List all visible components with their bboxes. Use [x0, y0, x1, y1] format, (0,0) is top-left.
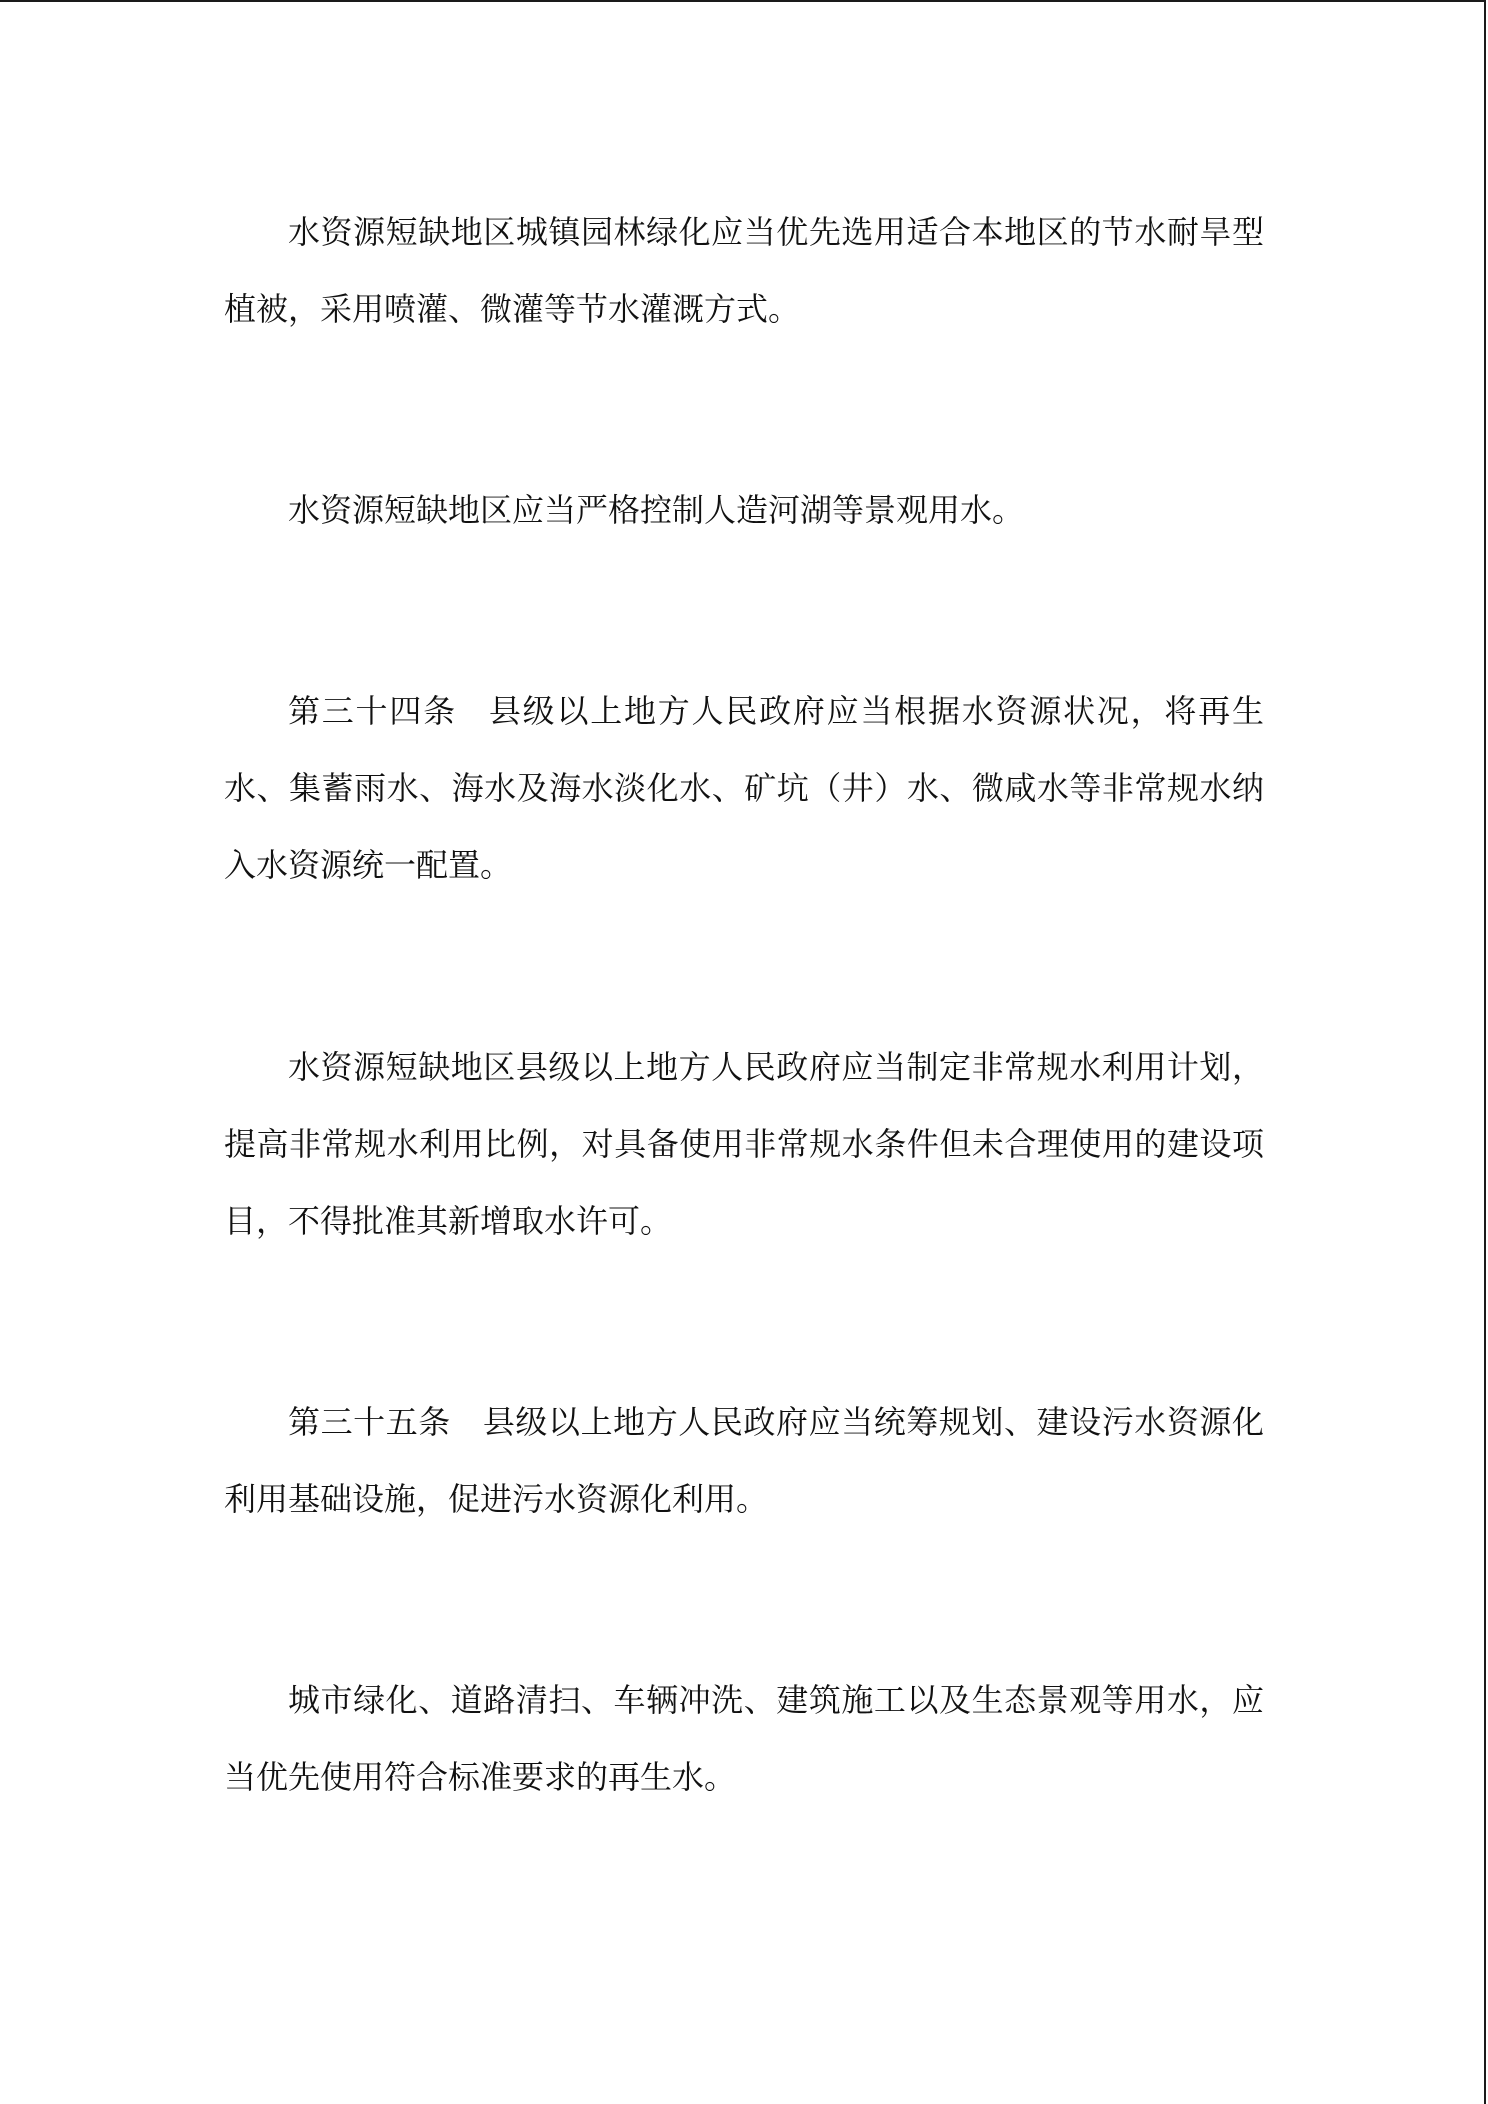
paragraph-text: 县级以上地方人民政府应当统筹规划、建设污水资源化利用基础设施，促进污水资源化利用。	[224, 1403, 1264, 1518]
paragraph-text: 水资源短缺地区城镇园林绿化应当优先选用适合本地区的节水耐旱型植被，采用喷灌、微灌等节水灌溉方式。	[224, 213, 1264, 328]
paragraph-text: 水资源短缺地区县级以上地方人民政府应当制定非常规水利用计划，提高非常规水利用比例，对具备使用非常规水条件但未合理使用的建设项目，不得批准其新增取水许可。	[224, 1048, 1264, 1240]
document-body	[224, 194, 1264, 1816]
article-number: 第三十四条	[288, 692, 457, 730]
paragraph-reclaimed-water-use	[224, 1662, 1264, 1816]
paragraph-text: 县级以上地方人民政府应当根据水资源状况，将再生水、集蓄雨水、海水及海水淡化水、矿坑（井）水、微咸水等非常规水纳入水资源统一配置。	[224, 692, 1264, 884]
article-number: 第三十五条	[288, 1403, 451, 1441]
paragraph-article-34	[224, 673, 1264, 904]
paragraph-text: 城市绿化、道路清扫、车辆冲洗、建筑施工以及生态景观等用水，应当优先使用符合标准要求的再生水。	[224, 1681, 1264, 1796]
paragraph-landscape-water-control	[224, 472, 1264, 549]
paragraph-article-35	[224, 1384, 1264, 1538]
paragraph-landscaping-water-saving	[224, 194, 1264, 348]
paragraph-text: 水资源短缺地区应当严格控制人造河湖等景观用水。	[288, 491, 1025, 529]
paragraph-unconventional-water-plan	[224, 1029, 1264, 1260]
